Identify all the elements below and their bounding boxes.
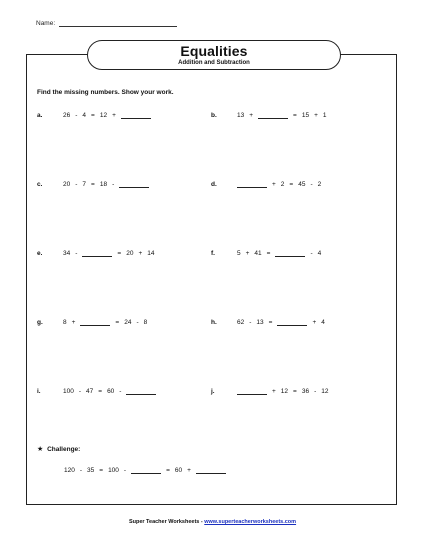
expr-token: 2 <box>317 181 322 188</box>
expr-token: 12 <box>99 112 108 119</box>
expr-token: 100 <box>63 388 74 395</box>
expr-token: + <box>112 112 116 119</box>
expr-token: = <box>166 467 170 474</box>
expr-token: 100 <box>108 467 119 474</box>
expr-token: 5 <box>237 250 241 257</box>
expr-token: = <box>115 319 120 326</box>
problem-i <box>37 388 161 395</box>
answer-blank[interactable] <box>277 319 307 326</box>
problem-h <box>211 319 330 326</box>
expr-token: 60 <box>107 388 115 395</box>
problem-d <box>211 181 326 188</box>
expr-token: - <box>310 181 313 188</box>
problem-e <box>37 250 159 257</box>
expr-token: = <box>98 388 103 395</box>
name-label: Name: <box>36 20 56 27</box>
expr-token: - <box>119 388 122 395</box>
title-banner <box>87 40 341 70</box>
expr-token: + <box>71 319 76 326</box>
expr-token: 4 <box>82 112 87 119</box>
expr-token: 35 <box>87 467 95 474</box>
problem-j <box>211 388 333 395</box>
page-title: Equalities <box>180 43 248 59</box>
expr-token: 20 <box>126 250 134 257</box>
worksheet-frame <box>26 54 397 505</box>
expr-token: - <box>75 181 78 188</box>
problem-letter: a. <box>37 112 43 119</box>
expr-token: = <box>117 250 122 257</box>
answer-blank[interactable] <box>275 250 305 257</box>
expr-token: 7 <box>82 181 87 188</box>
expr-token: = <box>289 181 294 188</box>
expr-token: 18 <box>99 181 108 188</box>
challenge-problem <box>64 467 231 474</box>
expr-token: - <box>78 388 82 395</box>
expr-token: 1 <box>322 112 327 119</box>
expr-token: - <box>75 250 78 257</box>
answer-blank[interactable] <box>80 319 110 326</box>
footer-link[interactable]: www.superteacherworksheets.com <box>204 519 297 525</box>
expr-token: + <box>249 112 254 119</box>
footer-brand: Super Teacher Worksheets <box>128 519 200 525</box>
problem-g <box>37 319 152 326</box>
expr-token: 60 <box>174 467 183 474</box>
expr-token: + <box>272 181 276 188</box>
problem-letter: d. <box>211 181 217 188</box>
expr-token: + <box>314 112 318 119</box>
problem-letter: j. <box>211 388 215 395</box>
expr-token: 24 <box>124 319 132 326</box>
answer-blank[interactable] <box>131 467 161 474</box>
expr-token: = <box>99 467 104 474</box>
expr-token: + <box>312 319 317 326</box>
answer-blank[interactable] <box>258 112 288 119</box>
expr-token: - <box>123 467 127 474</box>
expr-token: - <box>112 181 115 188</box>
challenge-label: Challenge: <box>47 446 81 453</box>
expr-token: 8 <box>63 319 67 326</box>
expr-token: + <box>272 388 276 395</box>
expr-token: 120 <box>64 467 75 474</box>
expr-token: = <box>268 319 273 326</box>
expr-token: = <box>293 112 297 119</box>
answer-blank[interactable] <box>196 467 226 474</box>
expr-token: 4 <box>321 319 325 326</box>
expr-token: 34 <box>63 250 71 257</box>
expr-token: - <box>136 319 139 326</box>
name-line[interactable] <box>59 19 177 27</box>
expr-token: = <box>91 112 95 119</box>
expr-token: 41 <box>254 250 262 257</box>
problem-letter: f. <box>211 250 215 257</box>
expr-token: - <box>75 112 78 119</box>
expr-token: - <box>249 319 252 326</box>
answer-blank[interactable] <box>121 112 151 119</box>
answer-blank[interactable] <box>237 181 267 188</box>
expr-token: 62 <box>237 319 245 326</box>
expr-token: 15 <box>301 112 310 119</box>
expr-token: 2 <box>280 181 285 188</box>
problem-letter: b. <box>211 112 217 119</box>
expr-token: - <box>310 250 313 257</box>
answer-blank[interactable] <box>126 388 156 395</box>
problem-b <box>211 112 331 119</box>
problem-c <box>37 181 154 188</box>
name-row <box>36 19 177 27</box>
expr-token: + <box>187 467 191 474</box>
expr-token: = <box>91 181 95 188</box>
problem-letter: c. <box>37 181 43 188</box>
answer-blank[interactable] <box>82 250 112 257</box>
expr-token: 20 <box>63 181 71 188</box>
problem-letter: i. <box>37 388 41 395</box>
expr-token: - <box>314 388 317 395</box>
page-subtitle: Addition and Subtraction <box>178 60 250 66</box>
expr-token: + <box>245 250 250 257</box>
expr-token: 13 <box>256 319 264 326</box>
expr-token: 45 <box>298 181 306 188</box>
expr-token: 12 <box>321 388 329 395</box>
expr-token: - <box>79 467 83 474</box>
answer-blank[interactable] <box>119 181 149 188</box>
expr-token: 36 <box>301 388 310 395</box>
problem-a <box>37 112 156 119</box>
footer-separator: - <box>199 519 205 525</box>
expr-token: 13 <box>237 112 245 119</box>
expr-token: 4 <box>317 250 322 257</box>
answer-blank[interactable] <box>237 388 267 395</box>
footer <box>0 519 425 525</box>
expr-token: 47 <box>86 388 94 395</box>
challenge-heading <box>37 445 80 453</box>
expr-token: 8 <box>143 319 148 326</box>
expr-token: = <box>293 388 297 395</box>
star-icon: ★ <box>37 446 44 453</box>
problem-letter: h. <box>211 319 217 326</box>
problem-letter: g. <box>37 319 43 326</box>
expr-token: = <box>266 250 271 257</box>
expr-token: 12 <box>280 388 289 395</box>
instructions: Find the missing numbers. Show your work. <box>37 89 174 96</box>
expr-token: + <box>138 250 143 257</box>
expr-token: 26 <box>63 112 71 119</box>
problem-letter: e. <box>37 250 43 257</box>
expr-token: 14 <box>147 250 155 257</box>
problem-f <box>211 250 326 257</box>
